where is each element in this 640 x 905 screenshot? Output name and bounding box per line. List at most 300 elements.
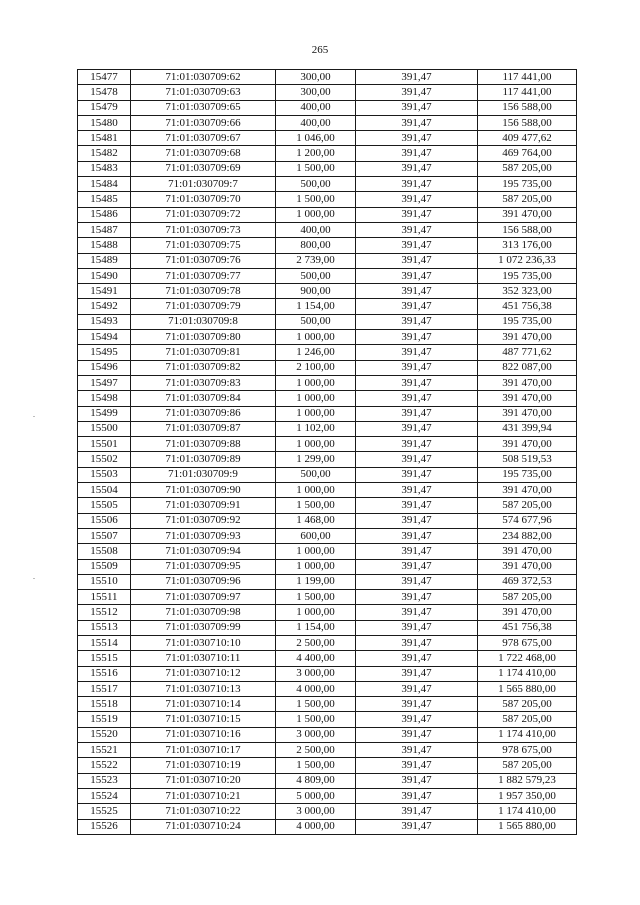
- table-row: [78, 804, 577, 819]
- table-row: [78, 605, 577, 620]
- table-row: [78, 758, 577, 773]
- rate-cell: 391,47: [356, 467, 478, 482]
- area-cell: 1 000,00: [276, 605, 356, 620]
- rate-cell: 391,47: [356, 330, 478, 345]
- scan-speck: [33, 578, 35, 579]
- value-cell: 587 205,00: [478, 161, 577, 176]
- value-cell: 1 565 880,00: [478, 681, 577, 696]
- cadastral-number-cell: 71:01:030709:66: [131, 115, 276, 130]
- rate-cell: 391,47: [356, 115, 478, 130]
- row-number-cell: 15514: [78, 635, 131, 650]
- cadastral-number-cell: 71:01:030710:16: [131, 727, 276, 742]
- row-number-cell: 15484: [78, 177, 131, 192]
- value-cell: 195 735,00: [478, 177, 577, 192]
- value-cell: 195 735,00: [478, 314, 577, 329]
- row-number-cell: 15491: [78, 284, 131, 299]
- value-cell: 313 176,00: [478, 238, 577, 253]
- table-row: [78, 100, 577, 115]
- value-cell: 195 735,00: [478, 467, 577, 482]
- table-row: [78, 727, 577, 742]
- area-cell: 2 500,00: [276, 635, 356, 650]
- table-row: [78, 483, 577, 498]
- row-number-cell: 15499: [78, 406, 131, 421]
- row-number-cell: 15502: [78, 452, 131, 467]
- cadastral-number-cell: 71:01:030709:73: [131, 222, 276, 237]
- area-cell: 5 000,00: [276, 788, 356, 803]
- cadastral-number-cell: 71:01:030709:99: [131, 620, 276, 635]
- row-number-cell: 15506: [78, 513, 131, 528]
- rate-cell: 391,47: [356, 727, 478, 742]
- row-number-cell: 15513: [78, 620, 131, 635]
- value-cell: 117 441,00: [478, 85, 577, 100]
- table-row: [78, 207, 577, 222]
- value-cell: 391 470,00: [478, 330, 577, 345]
- value-cell: 587 205,00: [478, 712, 577, 727]
- rate-cell: 391,47: [356, 146, 478, 161]
- area-cell: 800,00: [276, 238, 356, 253]
- area-cell: 3 000,00: [276, 804, 356, 819]
- area-cell: 1 200,00: [276, 146, 356, 161]
- row-number-cell: 15504: [78, 483, 131, 498]
- area-cell: 600,00: [276, 528, 356, 543]
- value-cell: 469 372,53: [478, 574, 577, 589]
- cadastral-number-cell: 71:01:030709:70: [131, 192, 276, 207]
- row-number-cell: 15480: [78, 115, 131, 130]
- area-cell: 1 000,00: [276, 437, 356, 452]
- value-cell: 391 470,00: [478, 483, 577, 498]
- row-number-cell: 15523: [78, 773, 131, 788]
- table-row: [78, 146, 577, 161]
- area-cell: 400,00: [276, 222, 356, 237]
- table-row: [78, 635, 577, 650]
- value-cell: 587 205,00: [478, 697, 577, 712]
- cadastral-number-cell: 71:01:030709:7: [131, 177, 276, 192]
- table-row: [78, 421, 577, 436]
- rate-cell: 391,47: [356, 635, 478, 650]
- row-number-cell: 15516: [78, 666, 131, 681]
- rate-cell: 391,47: [356, 85, 478, 100]
- value-cell: 391 470,00: [478, 375, 577, 390]
- table-row: [78, 253, 577, 268]
- table-row: [78, 391, 577, 406]
- area-cell: 1 299,00: [276, 452, 356, 467]
- row-number-cell: 15494: [78, 330, 131, 345]
- cadastral-number-cell: 71:01:030709:65: [131, 100, 276, 115]
- row-number-cell: 15518: [78, 697, 131, 712]
- row-number-cell: 15509: [78, 559, 131, 574]
- value-cell: 587 205,00: [478, 590, 577, 605]
- cadastral-number-cell: 71:01:030709:97: [131, 590, 276, 605]
- table-row: [78, 85, 577, 100]
- row-number-cell: 15520: [78, 727, 131, 742]
- rate-cell: 391,47: [356, 192, 478, 207]
- cadastral-number-cell: 71:01:030709:86: [131, 406, 276, 421]
- scan-speck: [33, 416, 35, 417]
- rate-cell: 391,47: [356, 712, 478, 727]
- row-number-cell: 15519: [78, 712, 131, 727]
- table-row: [78, 406, 577, 421]
- table-row: [78, 681, 577, 696]
- row-number-cell: 15515: [78, 651, 131, 666]
- cadastral-number-cell: 71:01:030709:98: [131, 605, 276, 620]
- cadastral-number-cell: 71:01:030709:78: [131, 284, 276, 299]
- table-row: [78, 222, 577, 237]
- area-cell: 3 000,00: [276, 666, 356, 681]
- cadastral-number-cell: 71:01:030709:89: [131, 452, 276, 467]
- table-row: [78, 574, 577, 589]
- table-row: [78, 498, 577, 513]
- rate-cell: 391,47: [356, 773, 478, 788]
- table-row: [78, 345, 577, 360]
- row-number-cell: 15525: [78, 804, 131, 819]
- rate-cell: 391,47: [356, 544, 478, 559]
- cadastral-number-cell: 71:01:030710:20: [131, 773, 276, 788]
- table-row: [78, 437, 577, 452]
- value-cell: 1 174 410,00: [478, 804, 577, 819]
- table-row: [78, 161, 577, 176]
- cadastral-number-cell: 71:01:030709:68: [131, 146, 276, 161]
- cadastral-number-cell: 71:01:030709:67: [131, 131, 276, 146]
- row-number-cell: 15510: [78, 574, 131, 589]
- table-row: [78, 666, 577, 681]
- table-row: [78, 115, 577, 130]
- value-cell: 234 882,00: [478, 528, 577, 543]
- table-row: [78, 651, 577, 666]
- row-number-cell: 15490: [78, 268, 131, 283]
- table-row: [78, 712, 577, 727]
- area-cell: 1 000,00: [276, 330, 356, 345]
- table-row: [78, 819, 577, 834]
- cadastral-number-cell: 71:01:030709:96: [131, 574, 276, 589]
- value-cell: 431 399,94: [478, 421, 577, 436]
- area-cell: 4 000,00: [276, 819, 356, 834]
- area-cell: 1 246,00: [276, 345, 356, 360]
- value-cell: 156 588,00: [478, 115, 577, 130]
- area-cell: 1 199,00: [276, 574, 356, 589]
- cadastral-number-cell: 71:01:030709:81: [131, 345, 276, 360]
- area-cell: 1 000,00: [276, 375, 356, 390]
- value-cell: 1 072 236,33: [478, 253, 577, 268]
- table-row: [78, 788, 577, 803]
- cadastral-number-cell: 71:01:030709:69: [131, 161, 276, 176]
- table-row: [78, 299, 577, 314]
- area-cell: 2 739,00: [276, 253, 356, 268]
- area-cell: 1 000,00: [276, 391, 356, 406]
- row-number-cell: 15498: [78, 391, 131, 406]
- row-number-cell: 15487: [78, 222, 131, 237]
- value-cell: 391 470,00: [478, 406, 577, 421]
- area-cell: 1 500,00: [276, 192, 356, 207]
- row-number-cell: 15485: [78, 192, 131, 207]
- value-cell: 469 764,00: [478, 146, 577, 161]
- table-row: [78, 192, 577, 207]
- rate-cell: 391,47: [356, 238, 478, 253]
- cadastral-number-cell: 71:01:030709:93: [131, 528, 276, 543]
- cadastral-number-cell: 71:01:030710:21: [131, 788, 276, 803]
- cadastral-number-cell: 71:01:030709:94: [131, 544, 276, 559]
- area-cell: 1 102,00: [276, 421, 356, 436]
- area-cell: 1 500,00: [276, 498, 356, 513]
- area-cell: 500,00: [276, 177, 356, 192]
- cadastral-number-cell: 71:01:030710:11: [131, 651, 276, 666]
- rate-cell: 391,47: [356, 375, 478, 390]
- area-cell: 400,00: [276, 100, 356, 115]
- area-cell: 1 500,00: [276, 712, 356, 727]
- value-cell: 587 205,00: [478, 498, 577, 513]
- rate-cell: 391,47: [356, 513, 478, 528]
- area-cell: 2 100,00: [276, 360, 356, 375]
- cadastral-number-cell: 71:01:030709:92: [131, 513, 276, 528]
- cadastral-number-cell: 71:01:030709:83: [131, 375, 276, 390]
- value-cell: 1 174 410,00: [478, 727, 577, 742]
- cadastral-number-cell: 71:01:030709:72: [131, 207, 276, 222]
- rate-cell: 391,47: [356, 819, 478, 834]
- page-number: 265: [311, 44, 329, 56]
- cadastral-number-cell: 71:01:030709:8: [131, 314, 276, 329]
- rate-cell: 391,47: [356, 452, 478, 467]
- value-cell: 822 087,00: [478, 360, 577, 375]
- value-cell: 1 882 579,23: [478, 773, 577, 788]
- row-number-cell: 15486: [78, 207, 131, 222]
- cadastral-number-cell: 71:01:030710:24: [131, 819, 276, 834]
- rate-cell: 391,47: [356, 498, 478, 513]
- row-number-cell: 15507: [78, 528, 131, 543]
- area-cell: 400,00: [276, 115, 356, 130]
- area-cell: 1 000,00: [276, 544, 356, 559]
- area-cell: 1 000,00: [276, 207, 356, 222]
- rate-cell: 391,47: [356, 590, 478, 605]
- row-number-cell: 15524: [78, 788, 131, 803]
- rate-cell: 391,47: [356, 528, 478, 543]
- cadastral-number-cell: 71:01:030709:95: [131, 559, 276, 574]
- table-row: [78, 177, 577, 192]
- rate-cell: 391,47: [356, 222, 478, 237]
- value-cell: 409 477,62: [478, 131, 577, 146]
- rate-cell: 391,47: [356, 177, 478, 192]
- value-cell: 1 957 350,00: [478, 788, 577, 803]
- land-value-table: [77, 69, 577, 835]
- area-cell: 900,00: [276, 284, 356, 299]
- cadastral-number-cell: 71:01:030709:87: [131, 421, 276, 436]
- area-cell: 1 000,00: [276, 483, 356, 498]
- row-number-cell: 15478: [78, 85, 131, 100]
- table-row: [78, 360, 577, 375]
- rate-cell: 391,47: [356, 651, 478, 666]
- value-cell: 1 174 410,00: [478, 666, 577, 681]
- value-cell: 352 323,00: [478, 284, 577, 299]
- rate-cell: 391,47: [356, 284, 478, 299]
- rate-cell: 391,47: [356, 314, 478, 329]
- rate-cell: 391,47: [356, 788, 478, 803]
- area-cell: 500,00: [276, 314, 356, 329]
- rate-cell: 391,47: [356, 391, 478, 406]
- value-cell: 1 722 468,00: [478, 651, 577, 666]
- rate-cell: 391,47: [356, 559, 478, 574]
- cadastral-number-cell: 71:01:030709:62: [131, 70, 276, 85]
- cadastral-number-cell: 71:01:030710:17: [131, 743, 276, 758]
- cadastral-number-cell: 71:01:030710:15: [131, 712, 276, 727]
- cadastral-number-cell: 71:01:030710:12: [131, 666, 276, 681]
- table-row: [78, 284, 577, 299]
- rate-cell: 391,47: [356, 758, 478, 773]
- row-number-cell: 15500: [78, 421, 131, 436]
- cadastral-number-cell: 71:01:030709:80: [131, 330, 276, 345]
- value-cell: 156 588,00: [478, 222, 577, 237]
- area-cell: 1 154,00: [276, 299, 356, 314]
- table-body: [78, 70, 577, 835]
- area-cell: 1 500,00: [276, 697, 356, 712]
- area-cell: 1 154,00: [276, 620, 356, 635]
- table-row: [78, 70, 577, 85]
- area-cell: 300,00: [276, 70, 356, 85]
- row-number-cell: 15493: [78, 314, 131, 329]
- row-number-cell: 15483: [78, 161, 131, 176]
- row-number-cell: 15512: [78, 605, 131, 620]
- table-row: [78, 559, 577, 574]
- value-cell: 508 519,53: [478, 452, 577, 467]
- cadastral-number-cell: 71:01:030709:84: [131, 391, 276, 406]
- value-cell: 391 470,00: [478, 437, 577, 452]
- cadastral-number-cell: 71:01:030709:82: [131, 360, 276, 375]
- value-cell: 1 565 880,00: [478, 819, 577, 834]
- table-row: [78, 131, 577, 146]
- rate-cell: 391,47: [356, 161, 478, 176]
- row-number-cell: 15492: [78, 299, 131, 314]
- cadastral-number-cell: 71:01:030710:10: [131, 635, 276, 650]
- row-number-cell: 15477: [78, 70, 131, 85]
- row-number-cell: 15482: [78, 146, 131, 161]
- table-row: [78, 620, 577, 635]
- rate-cell: 391,47: [356, 131, 478, 146]
- value-cell: 587 205,00: [478, 758, 577, 773]
- row-number-cell: 15521: [78, 743, 131, 758]
- row-number-cell: 15495: [78, 345, 131, 360]
- rate-cell: 391,47: [356, 437, 478, 452]
- area-cell: 500,00: [276, 467, 356, 482]
- table-row: [78, 238, 577, 253]
- area-cell: 1 000,00: [276, 406, 356, 421]
- table-row: [78, 544, 577, 559]
- table-row: [78, 314, 577, 329]
- row-number-cell: 15511: [78, 590, 131, 605]
- value-cell: 587 205,00: [478, 192, 577, 207]
- table-row: [78, 467, 577, 482]
- rate-cell: 391,47: [356, 804, 478, 819]
- table-row: [78, 590, 577, 605]
- rate-cell: 391,47: [356, 483, 478, 498]
- value-cell: 451 756,38: [478, 620, 577, 635]
- row-number-cell: 15501: [78, 437, 131, 452]
- row-number-cell: 15481: [78, 131, 131, 146]
- rate-cell: 391,47: [356, 681, 478, 696]
- rate-cell: 391,47: [356, 360, 478, 375]
- area-cell: 1 468,00: [276, 513, 356, 528]
- value-cell: 451 756,38: [478, 299, 577, 314]
- table-row: [78, 268, 577, 283]
- value-cell: 195 735,00: [478, 268, 577, 283]
- rate-cell: 391,47: [356, 207, 478, 222]
- cadastral-number-cell: 71:01:030709:88: [131, 437, 276, 452]
- row-number-cell: 15508: [78, 544, 131, 559]
- rate-cell: 391,47: [356, 620, 478, 635]
- rate-cell: 391,47: [356, 421, 478, 436]
- value-cell: 117 441,00: [478, 70, 577, 85]
- row-number-cell: 15522: [78, 758, 131, 773]
- value-cell: 156 588,00: [478, 100, 577, 115]
- rate-cell: 391,47: [356, 100, 478, 115]
- value-cell: 574 677,96: [478, 513, 577, 528]
- rate-cell: 391,47: [356, 268, 478, 283]
- value-cell: 487 771,62: [478, 345, 577, 360]
- rate-cell: 391,47: [356, 743, 478, 758]
- table-row: [78, 697, 577, 712]
- table-row: [78, 773, 577, 788]
- row-number-cell: 15526: [78, 819, 131, 834]
- table-row: [78, 743, 577, 758]
- area-cell: 500,00: [276, 268, 356, 283]
- rate-cell: 391,47: [356, 697, 478, 712]
- cadastral-number-cell: 71:01:030709:75: [131, 238, 276, 253]
- cadastral-number-cell: 71:01:030709:77: [131, 268, 276, 283]
- area-cell: 1 046,00: [276, 131, 356, 146]
- row-number-cell: 15496: [78, 360, 131, 375]
- value-cell: 978 675,00: [478, 635, 577, 650]
- cadastral-number-cell: 71:01:030710:19: [131, 758, 276, 773]
- cadastral-number-cell: 71:01:030709:90: [131, 483, 276, 498]
- area-cell: 4 000,00: [276, 681, 356, 696]
- area-cell: 1 500,00: [276, 161, 356, 176]
- row-number-cell: 15503: [78, 467, 131, 482]
- table-row: [78, 513, 577, 528]
- value-cell: 391 470,00: [478, 391, 577, 406]
- value-cell: 391 470,00: [478, 207, 577, 222]
- row-number-cell: 15489: [78, 253, 131, 268]
- rate-cell: 391,47: [356, 253, 478, 268]
- cadastral-number-cell: 71:01:030709:63: [131, 85, 276, 100]
- row-number-cell: 15488: [78, 238, 131, 253]
- table-row: [78, 452, 577, 467]
- cadastral-number-cell: 71:01:030709:76: [131, 253, 276, 268]
- cadastral-number-cell: 71:01:030709:79: [131, 299, 276, 314]
- rate-cell: 391,47: [356, 345, 478, 360]
- cadastral-number-cell: 71:01:030709:9: [131, 467, 276, 482]
- area-cell: 1 000,00: [276, 559, 356, 574]
- table-row: [78, 330, 577, 345]
- value-cell: 391 470,00: [478, 559, 577, 574]
- rate-cell: 391,47: [356, 666, 478, 681]
- area-cell: 1 500,00: [276, 758, 356, 773]
- area-cell: 4 809,00: [276, 773, 356, 788]
- rate-cell: 391,47: [356, 605, 478, 620]
- value-cell: 978 675,00: [478, 743, 577, 758]
- value-cell: 391 470,00: [478, 544, 577, 559]
- area-cell: 2 500,00: [276, 743, 356, 758]
- rate-cell: 391,47: [356, 406, 478, 421]
- area-cell: 1 500,00: [276, 590, 356, 605]
- cadastral-number-cell: 71:01:030710:14: [131, 697, 276, 712]
- cadastral-number-cell: 71:01:030709:91: [131, 498, 276, 513]
- area-cell: 4 400,00: [276, 651, 356, 666]
- rate-cell: 391,47: [356, 70, 478, 85]
- area-cell: 300,00: [276, 85, 356, 100]
- table-row: [78, 375, 577, 390]
- rate-cell: 391,47: [356, 299, 478, 314]
- row-number-cell: 15497: [78, 375, 131, 390]
- rate-cell: 391,47: [356, 574, 478, 589]
- row-number-cell: 15517: [78, 681, 131, 696]
- table-row: [78, 528, 577, 543]
- cadastral-number-cell: 71:01:030710:13: [131, 681, 276, 696]
